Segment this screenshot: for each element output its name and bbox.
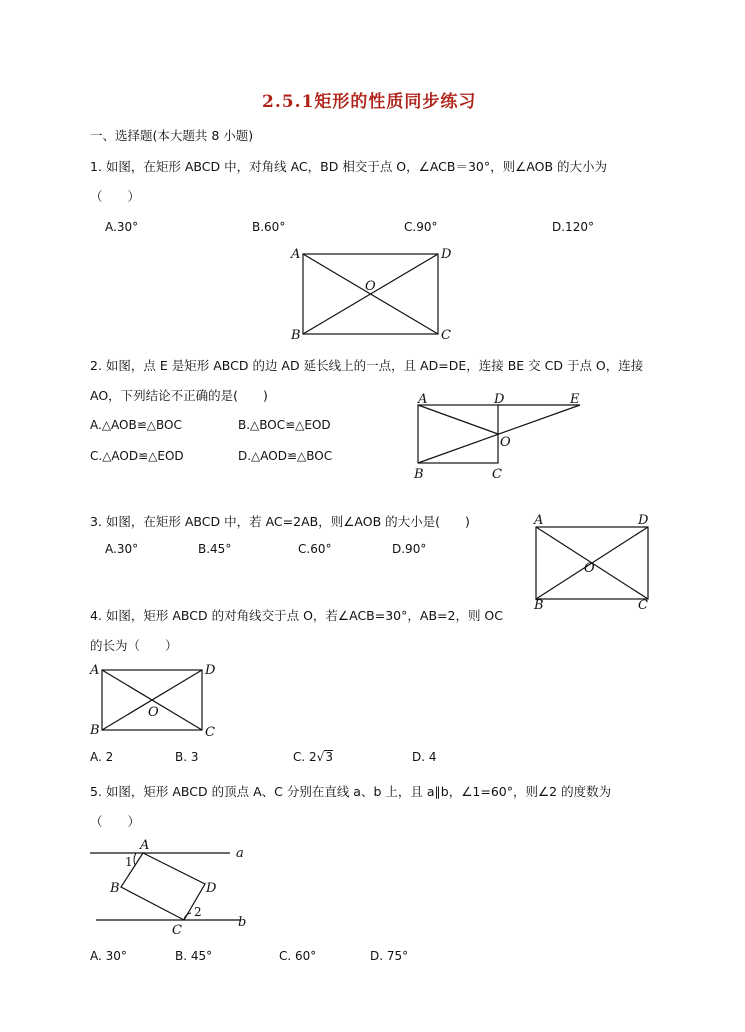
page-title: 2.5.1矩形的性质同步练习	[262, 92, 477, 112]
option-c[interactable]: C.60°	[298, 542, 332, 556]
label-d: D	[638, 513, 649, 528]
angle-1-label: 1	[125, 855, 133, 869]
option-c-label: C. 2	[293, 750, 317, 764]
option-b[interactable]: B.△BOC≌△EOD	[238, 418, 331, 432]
label-c: C	[492, 467, 502, 482]
question-text: 2. 如图，点 E 是矩形 ABCD 的边 AD 延长线上的一点，且 AD=DE，连接 BE 交 CD 于点 O，连接	[90, 358, 644, 373]
label-o: O	[148, 705, 159, 720]
option-d[interactable]: D. 75°	[370, 949, 409, 963]
question-text: 4. 如图，矩形 ABCD 的对角线交于点 O，若∠ACB=30°，AB=2，则 OC	[90, 608, 503, 623]
question-text: 3. 如图，在矩形 ABCD 中，若 AC=2AB，则∠AOB 的大小是( )	[90, 514, 470, 529]
section-heading: 一、选择题(本大题共 8 小题)	[90, 128, 254, 143]
option-b[interactable]: B.45°	[198, 542, 232, 556]
option-c[interactable]: C.△AOD≌△EOD	[90, 449, 184, 463]
label-c: C	[638, 598, 648, 610]
label-a: A	[534, 513, 544, 528]
label-a: A	[418, 392, 428, 407]
question-text: 5. 如图，矩形 ABCD 的顶点 A、C 分别在直线 a、b 上，且 a∥b，∠1=60°，则∠2 的度数为	[90, 784, 612, 799]
rectangle-diagram	[528, 510, 658, 610]
option-a[interactable]: A. 30°	[90, 949, 127, 963]
label-o: O	[365, 279, 376, 294]
label-b: B	[291, 328, 301, 343]
parallel-lines-diagram	[88, 836, 253, 936]
option-d[interactable]: D.90°	[392, 542, 427, 556]
label-d: D	[205, 663, 216, 678]
label-a: A	[140, 838, 150, 853]
rectangle-extension-diagram	[410, 388, 590, 483]
question-text-line2: 的长为（ ）	[90, 638, 178, 653]
sqrt-icon: √	[316, 750, 325, 764]
radicand: 3	[325, 750, 333, 764]
option-c[interactable]: C. 60°	[279, 949, 317, 963]
option-d[interactable]: D.120°	[552, 220, 594, 234]
option-a[interactable]: A.△AOB≌△BOC	[90, 418, 182, 432]
label-b: B	[90, 723, 100, 738]
question-text: 1. 如图，在矩形 ABCD 中，对角线 AC，BD 相交于点 O，∠ACB＝30°，则∠AOB 的大小为	[90, 159, 608, 174]
option-c[interactable]: C.90°	[404, 220, 438, 234]
rectangle-diagram	[285, 244, 460, 344]
angle-2-label: 2	[194, 905, 202, 919]
label-a: A	[291, 247, 301, 262]
option-b[interactable]: B. 45°	[175, 949, 213, 963]
option-d[interactable]: D. 4	[412, 750, 437, 764]
answer-blank: （ ）	[90, 189, 141, 204]
option-a[interactable]: A. 2	[90, 750, 114, 764]
option-c[interactable]	[293, 750, 333, 764]
answer-blank: （ ）	[90, 814, 141, 829]
label-line-a: a	[236, 846, 244, 861]
label-e: E	[570, 392, 580, 407]
label-b: B	[110, 881, 120, 896]
label-c: C	[441, 328, 451, 343]
label-d: D	[494, 392, 505, 407]
option-b[interactable]: B. 3	[175, 750, 199, 764]
label-o: O	[500, 435, 511, 450]
option-a[interactable]: A.30°	[105, 220, 139, 234]
label-b: B	[534, 598, 544, 610]
question-text-line2: AO，下列结论不正确的是( )	[90, 388, 268, 403]
label-a: A	[90, 663, 100, 678]
option-d[interactable]: D.△AOD≌△BOC	[238, 449, 333, 463]
label-line-b: b	[238, 915, 247, 930]
label-d: D	[206, 881, 217, 896]
option-b[interactable]: B.60°	[252, 220, 286, 234]
label-o: O	[584, 561, 595, 576]
rectangle-diagram	[88, 660, 223, 740]
label-d: D	[441, 247, 452, 262]
label-c: C	[172, 923, 182, 936]
label-c: C	[205, 725, 215, 740]
option-a[interactable]: A.30°	[105, 542, 139, 556]
label-b: B	[414, 467, 424, 482]
